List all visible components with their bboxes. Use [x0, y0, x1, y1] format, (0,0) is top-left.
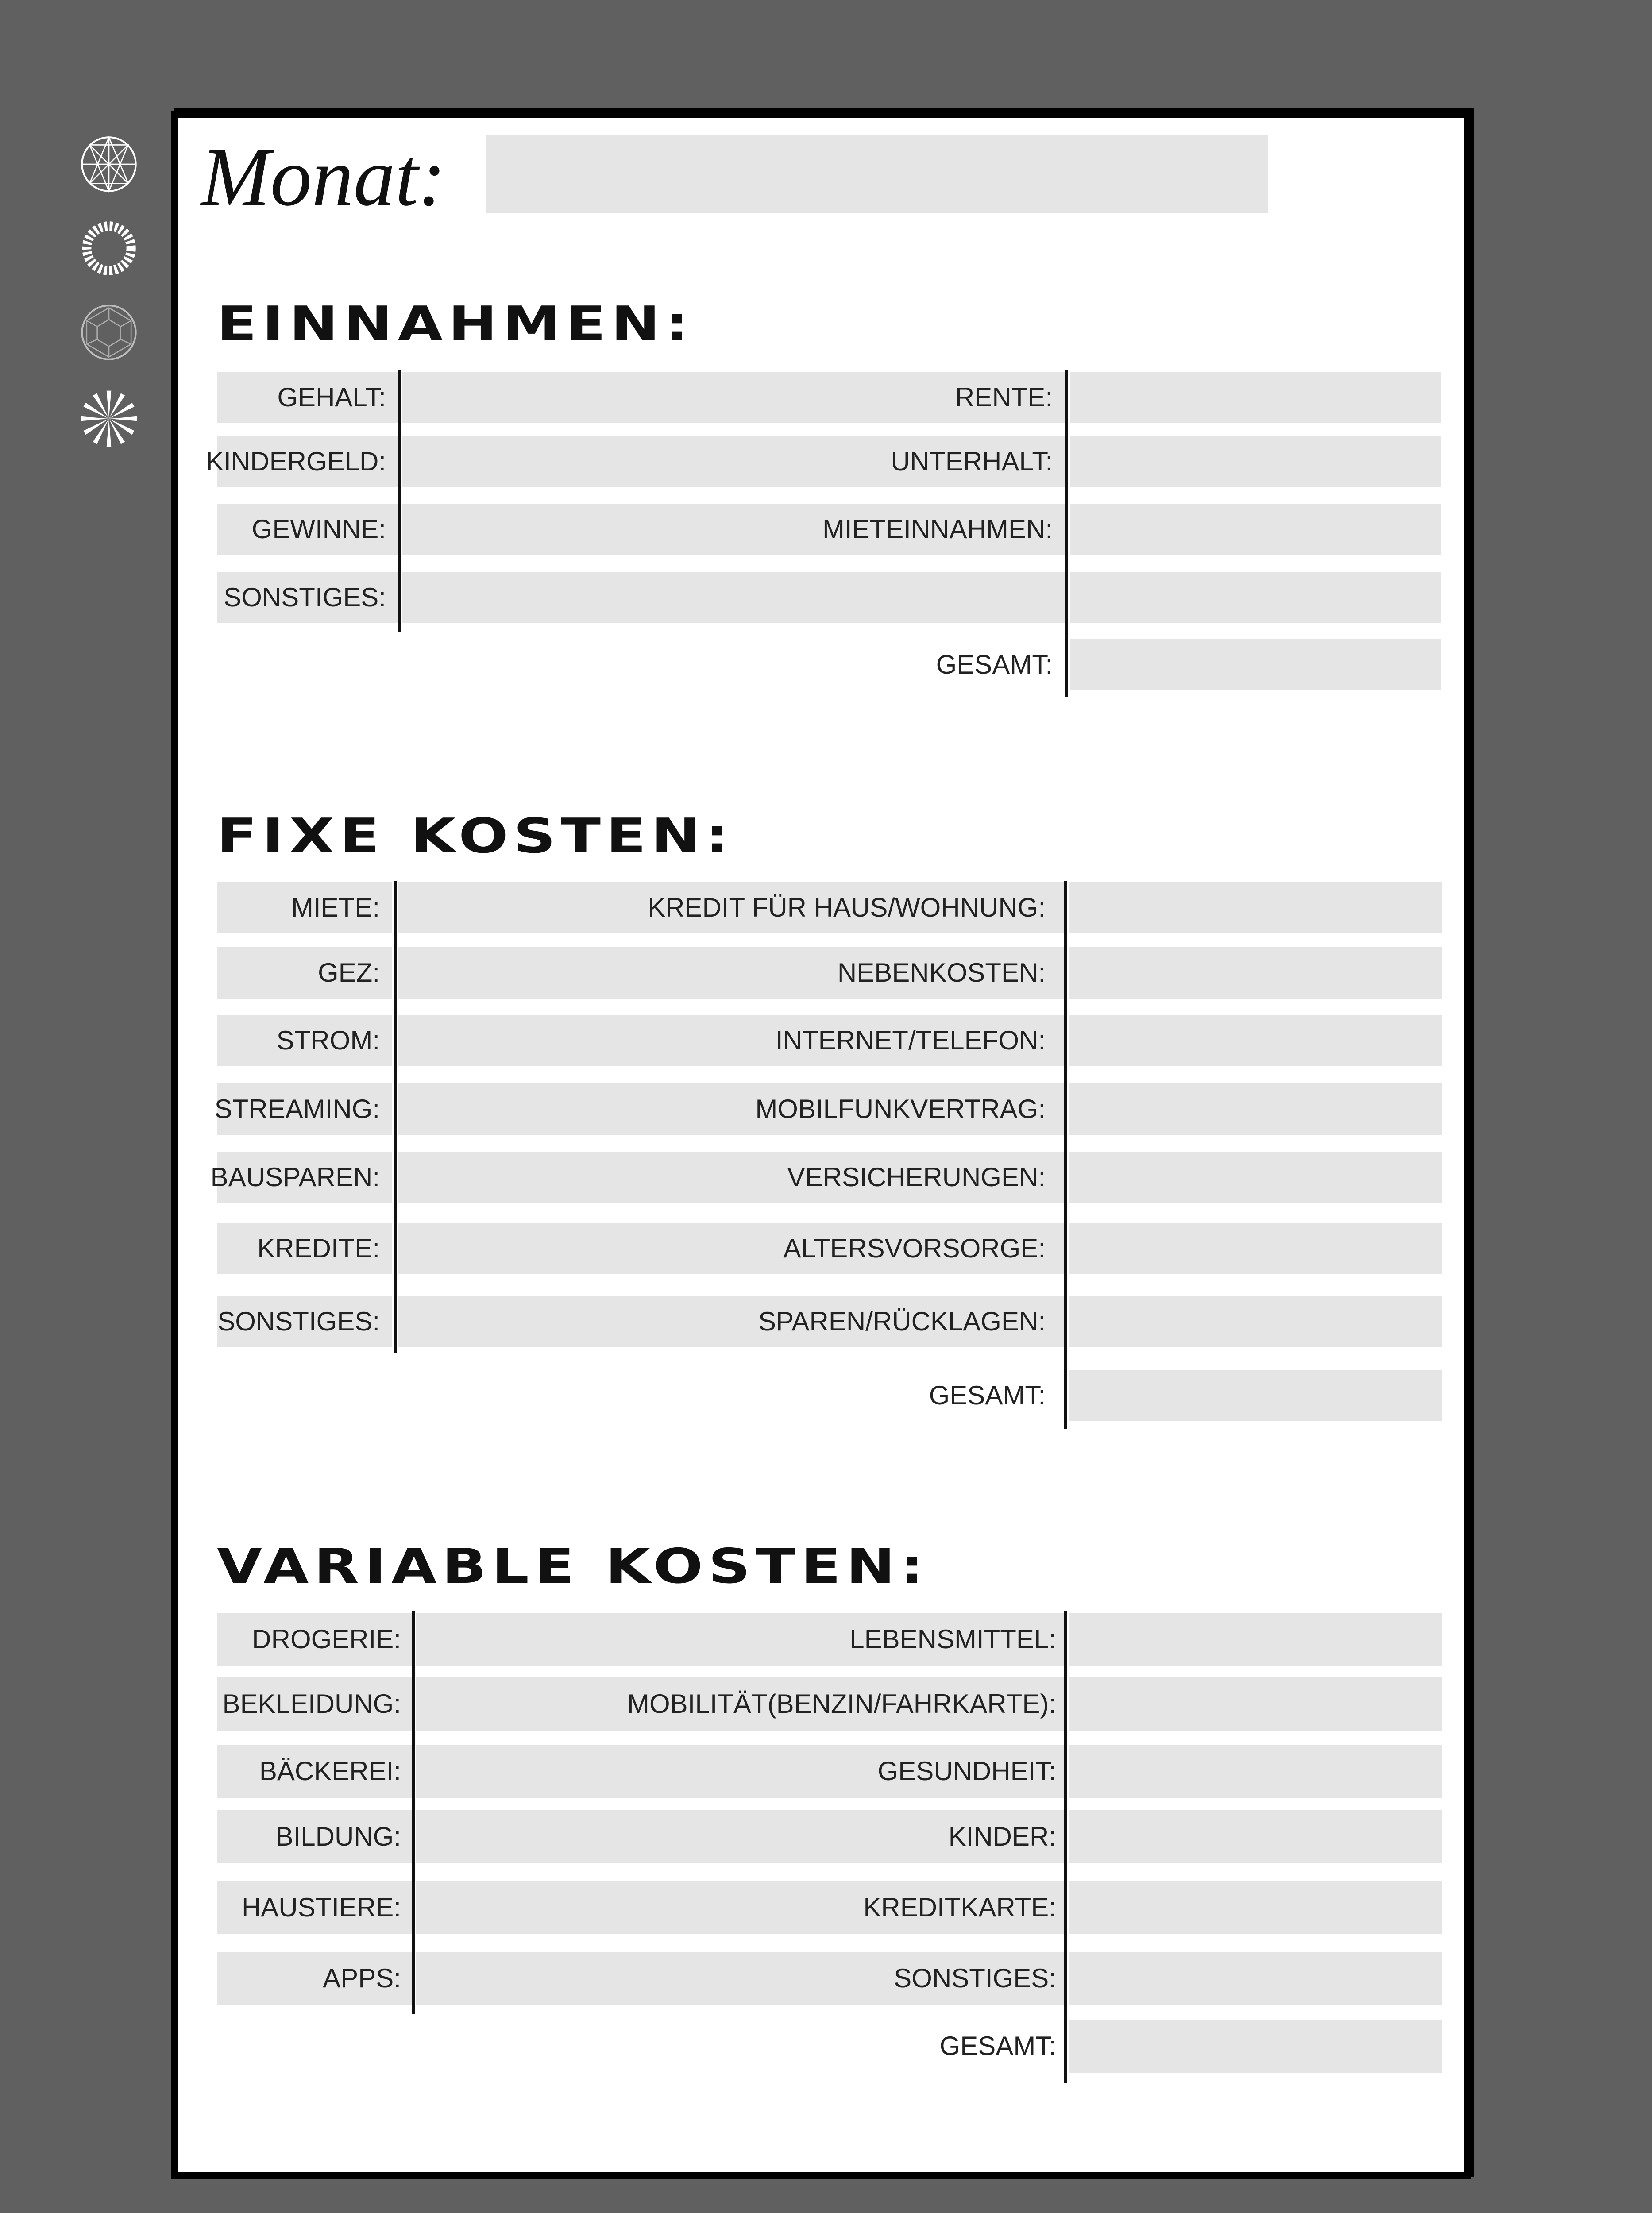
field-label: BEKLEIDUNG:: [222, 1689, 401, 1719]
month-label: Monat:: [201, 131, 446, 223]
section-heading-variable-kosten: VARIABLE KOSTEN:: [217, 1539, 929, 1594]
amount-field[interactable]: [1070, 572, 1441, 623]
field-label: SPAREN/RÜCKLAGEN:: [758, 1307, 1046, 1336]
field-label: MOBILITÄT(BENZIN/FAHRKARTE):: [627, 1689, 1056, 1719]
field-label: MIETE:: [291, 893, 380, 922]
field-label: KREDITE:: [257, 1234, 380, 1263]
field-label: ALTERSVORSORGE:: [783, 1234, 1046, 1263]
amount-field[interactable]: [1069, 1677, 1442, 1731]
amount-field[interactable]: [1069, 1810, 1442, 1863]
amount-field[interactable]: [1069, 1015, 1442, 1066]
field-label: BÄCKEREI:: [259, 1756, 401, 1786]
field-label: UNTERHALT:: [891, 447, 1053, 476]
column-divider: [1064, 881, 1067, 1429]
field-label: RENTE:: [955, 382, 1053, 412]
amount-field[interactable]: [1069, 947, 1442, 999]
amount-field[interactable]: [1069, 1952, 1442, 2005]
amount-field[interactable]: [1069, 1613, 1442, 1666]
starburst-icon: [80, 389, 138, 448]
geodesic-sphere-icon: [80, 303, 138, 362]
geometric-circle-icon: [80, 135, 138, 193]
section-heading-einnahmen: EINNAHMEN:: [217, 297, 694, 352]
total-field[interactable]: [1069, 2020, 1442, 2073]
field-label: BILDUNG:: [275, 1822, 401, 1851]
field-label: LEBENSMITTEL:: [849, 1624, 1056, 1654]
field-label: SONSTIGES:: [224, 582, 386, 612]
amount-field[interactable]: [1069, 1296, 1442, 1347]
amount-field[interactable]: [1069, 1223, 1442, 1274]
field-label: VERSICHERUNGEN:: [787, 1162, 1046, 1192]
field-label: KREDIT FÜR HAUS/WOHNUNG:: [648, 893, 1046, 922]
total-label: GESAMT:: [939, 2031, 1056, 2061]
amount-field[interactable]: [1070, 504, 1441, 555]
amount-field[interactable]: [1069, 1152, 1442, 1203]
amount-field[interactable]: [1069, 1745, 1442, 1798]
field-label: DROGERIE:: [252, 1624, 401, 1654]
amount-field[interactable]: [1070, 436, 1441, 487]
field-label: GEHALT:: [277, 382, 386, 412]
field-label: GEWINNE:: [251, 514, 386, 544]
amount-field[interactable]: [1069, 882, 1442, 933]
total-label: GESAMT:: [936, 650, 1053, 679]
amount-field[interactable]: [1070, 372, 1441, 423]
amount-field[interactable]: [1069, 1881, 1442, 1934]
column-divider: [1065, 370, 1068, 697]
column-divider: [1064, 1611, 1067, 2083]
ring-icon: [80, 219, 138, 278]
column-divider: [398, 370, 401, 632]
total-field[interactable]: [1070, 639, 1441, 690]
field-label: SONSTIGES:: [894, 1963, 1056, 1993]
column-divider: [394, 881, 397, 1353]
field-label: MOBILFUNKVERTRAG:: [755, 1094, 1046, 1124]
month-input[interactable]: [486, 135, 1268, 213]
field-label: KINDER:: [948, 1822, 1056, 1851]
field-label: SONSTIGES:: [217, 1307, 380, 1336]
field-label: GESUNDHEIT:: [877, 1756, 1056, 1786]
field-label: BAUSPAREN:: [210, 1162, 380, 1192]
field-label: HAUSTIERE:: [241, 1893, 401, 1922]
field-label: MIETEINNAHMEN:: [822, 514, 1053, 544]
total-label: GESAMT:: [929, 1380, 1046, 1410]
field-label: GEZ:: [317, 958, 380, 987]
field-label: INTERNET/TELEFON:: [775, 1026, 1046, 1055]
total-field[interactable]: [1069, 1370, 1442, 1421]
amount-field[interactable]: [402, 572, 1065, 623]
field-label: STROM:: [276, 1026, 380, 1055]
field-label: KREDITKARTE:: [863, 1893, 1056, 1922]
field-label: KINDERGELD:: [206, 447, 386, 476]
column-divider: [412, 1611, 415, 2014]
field-label: STREAMING:: [214, 1094, 380, 1124]
amount-field[interactable]: [1069, 1083, 1442, 1135]
field-label: APPS:: [323, 1963, 401, 1993]
section-heading-fixe-kosten: FIXE KOSTEN:: [217, 809, 734, 864]
field-label: NEBENKOSTEN:: [837, 958, 1046, 987]
